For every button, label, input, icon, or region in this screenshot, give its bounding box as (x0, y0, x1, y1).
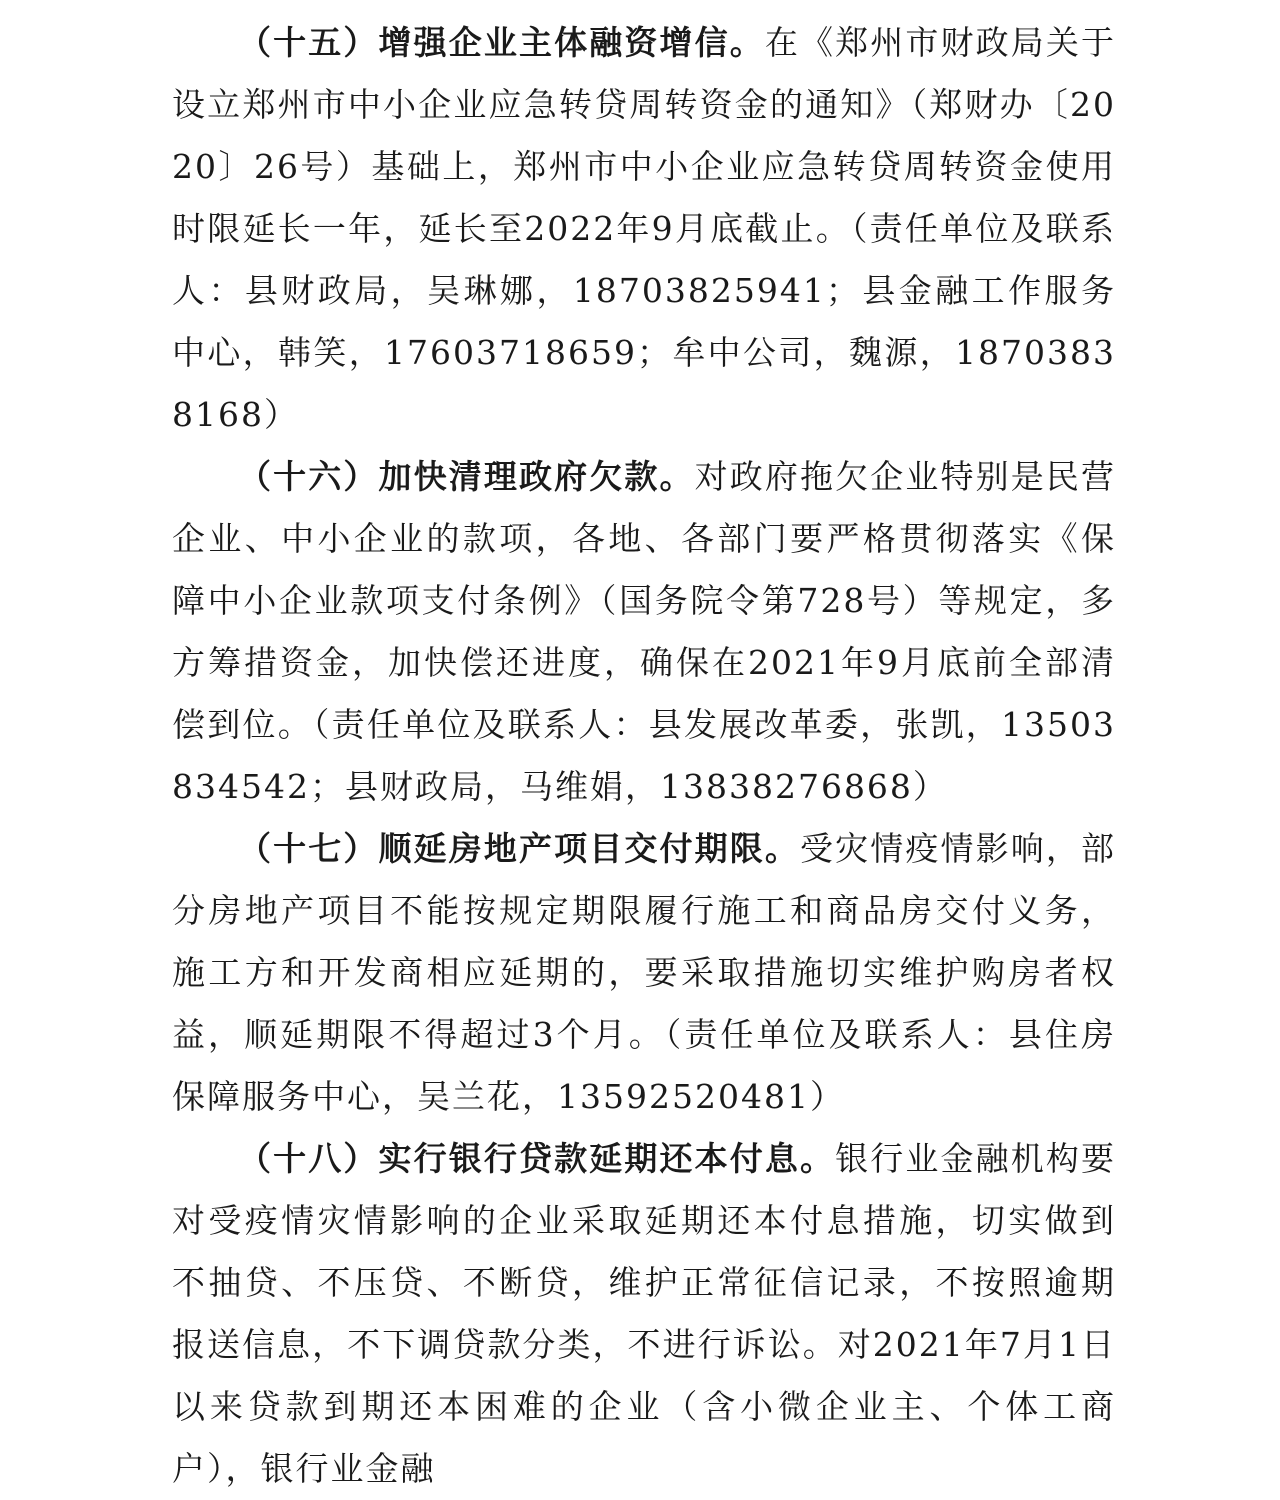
paragraph-15-body: 在《郑州市财政局关于设立郑州市中小企业应急转贷周转资金的通知》（郑财办〔2020〕26号）基础上，郑州市中小企业应急转贷周转资金使用时限延长一年，延长至2022年9月底截止。（责任单位及联系人：县财政局，吴琳娜，18703825941；县金融工作服务中心，韩笑，17603718659；牟中公司，魏源，18703838168） (172, 23, 1116, 434)
paragraph-17-heading: （十七）顺延房地产项目交付期限。 (238, 829, 800, 868)
paragraph-18 (172, 1128, 1116, 1500)
paragraph-15-heading: （十五）增强企业主体融资增信。 (238, 23, 765, 62)
paragraph-16-heading: （十六）加快清理政府欠款。 (238, 457, 695, 496)
paragraph-16-body: 对政府拖欠企业特别是民营企业、中小企业的款项，各地、各部门要严格贯彻落实《保障中小企业款项支付条例》（国务院令第728号）等规定，多方筹措资金，加快偿还进度，确保在2021年9月底前全部清偿到位。（责任单位及联系人：县发展改革委，张凯，13503834542；县财政局，马维娟，13838276868） (172, 457, 1116, 806)
document-page (172, 12, 1116, 1500)
paragraph-16 (172, 446, 1116, 818)
paragraph-17-body: 受灾情疫情影响，部分房地产项目不能按规定期限履行施工和商品房交付义务，施工方和开发商相应延期的，要采取措施切实维护购房者权益，顺延期限不得超过3个月。（责任单位及联系人：县住房保障服务中心，吴兰花，13592520481） (172, 829, 1116, 1116)
paragraph-17 (172, 818, 1116, 1128)
paragraph-18-body: 银行业金融机构要对受疫情灾情影响的企业采取延期还本付息措施，切实做到不抽贷、不压贷、不断贷，维护正常征信记录，不按照逾期报送信息，不下调贷款分类，不进行诉讼。对2021年7月1日以来贷款到期还本困难的企业（含小微企业主、个体工商户），银行业金融 (172, 1139, 1116, 1488)
paragraph-15 (172, 12, 1116, 446)
paragraph-18-heading: （十八）实行银行贷款延期还本付息。 (238, 1139, 836, 1178)
